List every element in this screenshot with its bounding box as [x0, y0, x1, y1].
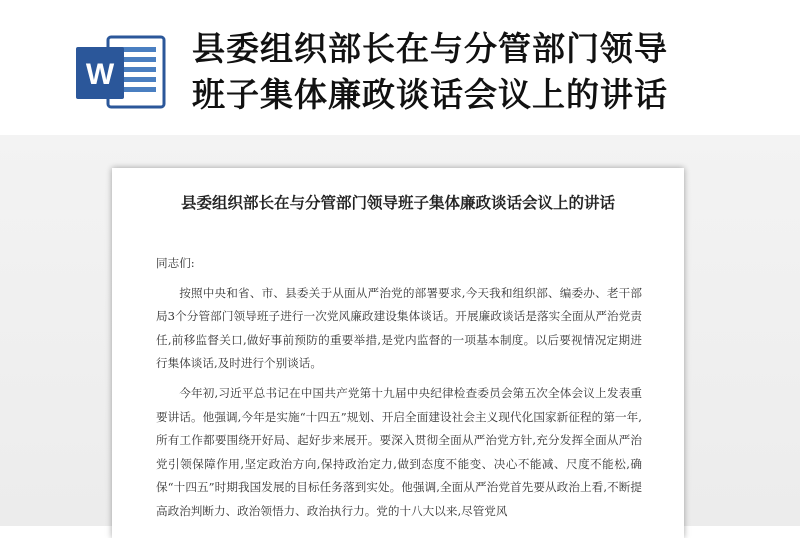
word-icon: [74, 33, 168, 111]
header-title-line-2: 班子集体廉政谈话会议上的讲话: [192, 75, 668, 114]
document-title: 县委组织部长在与分管部门领导班子集体廉政谈话会议上的讲话: [180, 193, 615, 212]
header-title: [192, 26, 792, 118]
header-title-line-1: 县委组织部长在与分管部门领导: [192, 29, 668, 68]
document-page: [112, 168, 684, 538]
document-body: [156, 252, 642, 530]
document-salutation: 同志们:: [156, 256, 195, 270]
document-paragraph: 今年初,习近平总书记在中国共产党第十九届中央纪律检查委员会第五次全体会议上发表重要讲话。他强调,今年是实施“十四五”规划、开启全面建设社会主义现代化国家新征程的第一年,所有工作都要围绕开好局、起好步来展开。要深入贯彻全面从严治党方针,充分发挥全面从严治党引领保障作用,坚定政治方向,保持政治定力,做到态度不能变、决心不能减、尺度不能松,确保“十四五”时期我国发展的目标任务落到实处。他强调,全面从严治党首先要从政治上看,不断提高政治判断力、政治领悟力、政治执行力。党的十八大以来,尽管党风: [156, 385, 642, 518]
header-banner: [0, 0, 800, 135]
word-icon-letter: W: [85, 58, 115, 91]
document-paragraph: 按照中央和省、市、县委关于从面从严治党的部署要求,今天我和组织部、编委办、老干部局3个分管部门领导班子进行一次党风廉政建设集体谈话。开展廉政谈话是落实全面从严治党责任,前移监督关口,做好事前预防的重要举措,是党内监督的一项基本制度。以后要视情况定期进行集体谈话,及时进行个别谈话。: [156, 285, 642, 371]
